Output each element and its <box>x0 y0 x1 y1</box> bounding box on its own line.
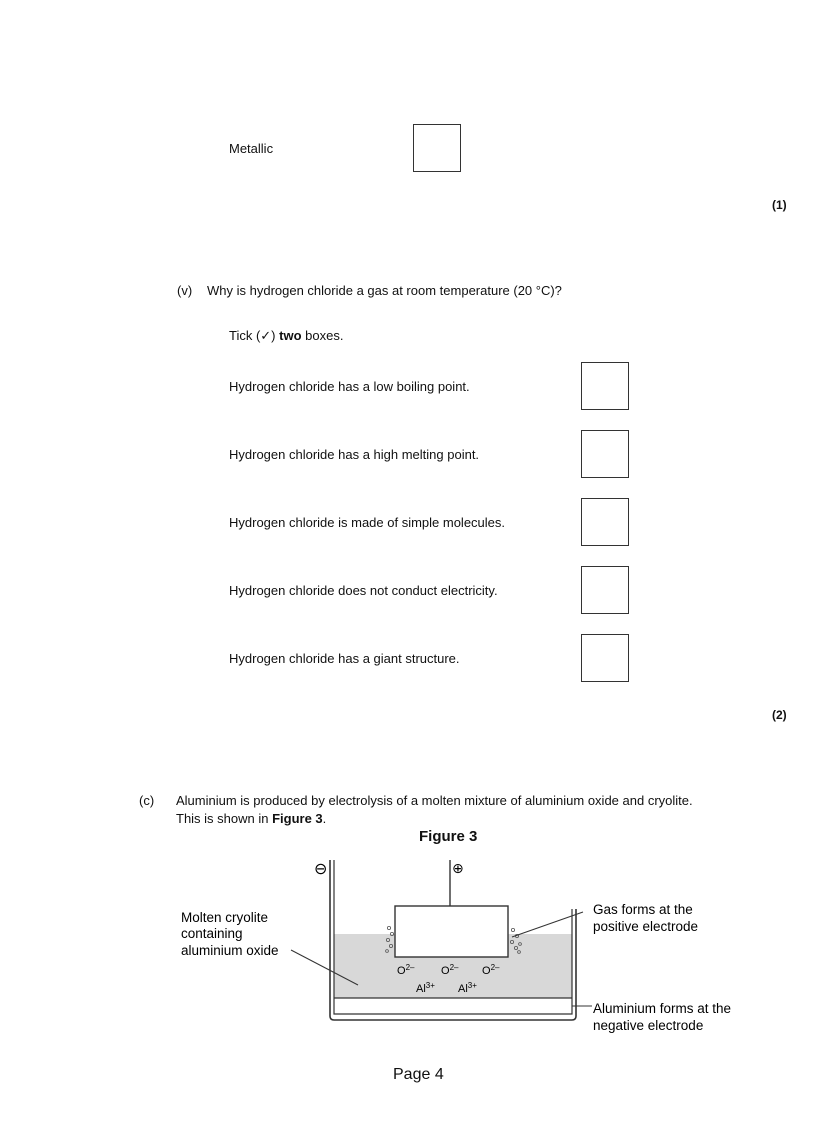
label-aluminium-line1: Aluminium forms at the <box>593 1001 732 1016</box>
ion-aluminium: $Al^{3+}$ <box>458 981 477 995</box>
line2-prefix: This is shown in <box>176 811 273 826</box>
label-gas-line1: Gas forms at the <box>593 902 693 917</box>
marks-iv: (1) <box>772 198 787 212</box>
label-gas-line2: positive electrode <box>593 919 699 934</box>
gas-bubble <box>511 928 514 931</box>
ion-oxide: $O^{2-}$ <box>397 963 415 977</box>
label-aluminium-line2: negative electrode <box>593 1018 704 1033</box>
option-label-3: Hydrogen chloride is made of simple molecules. <box>229 515 506 530</box>
figure-reference: Figure 3 <box>272 811 323 826</box>
question-text-c-line1: Aluminium is produced by electrolysis of a molten mixture of aluminium oxide and cryolite. <box>176 793 693 808</box>
label-electrolyte-line2: containing <box>181 926 243 941</box>
option-label-4: Hydrogen chloride does not conduct electricity. <box>229 583 498 598</box>
option-label-5: Hydrogen chloride has a giant structure. <box>229 651 460 666</box>
positive-electrode <box>395 906 508 957</box>
question-number-c: (c) <box>139 793 155 808</box>
option-label-2: Hydrogen chloride has a high melting point. <box>229 447 480 462</box>
label-electrolyte-line1: Molten cryolite <box>181 910 269 925</box>
marks-v: (2) <box>772 708 787 722</box>
question-text-v: Why is hydrogen chloride a gas at room temperature (20 °C)? <box>207 283 562 298</box>
page-number: Page 4 <box>393 1066 444 1083</box>
figure-title: Figure 3 <box>419 828 478 845</box>
molten-aluminium-layer <box>334 998 572 1014</box>
label-electrolyte-line3: aluminium oxide <box>181 943 279 958</box>
positive-symbol: ⊕ <box>452 860 464 876</box>
instruction-suffix: boxes. <box>301 328 344 343</box>
ion-oxide: $O^{2-}$ <box>482 963 500 977</box>
instruction-bold: two <box>279 328 302 343</box>
option-label-metallic: Metallic <box>229 141 274 156</box>
negative-symbol: ⊖ <box>314 861 328 878</box>
ion-oxide: $O^{2-}$ <box>441 963 459 977</box>
ion-aluminium: $Al^{3+}$ <box>416 981 435 995</box>
question-number-v: (v) <box>177 283 193 298</box>
line2-suffix: . <box>322 811 327 826</box>
option-label-1: Hydrogen chloride has a low boiling point. <box>229 379 470 394</box>
gas-bubble <box>387 926 390 929</box>
instruction-prefix: Tick (✓) <box>229 328 280 343</box>
